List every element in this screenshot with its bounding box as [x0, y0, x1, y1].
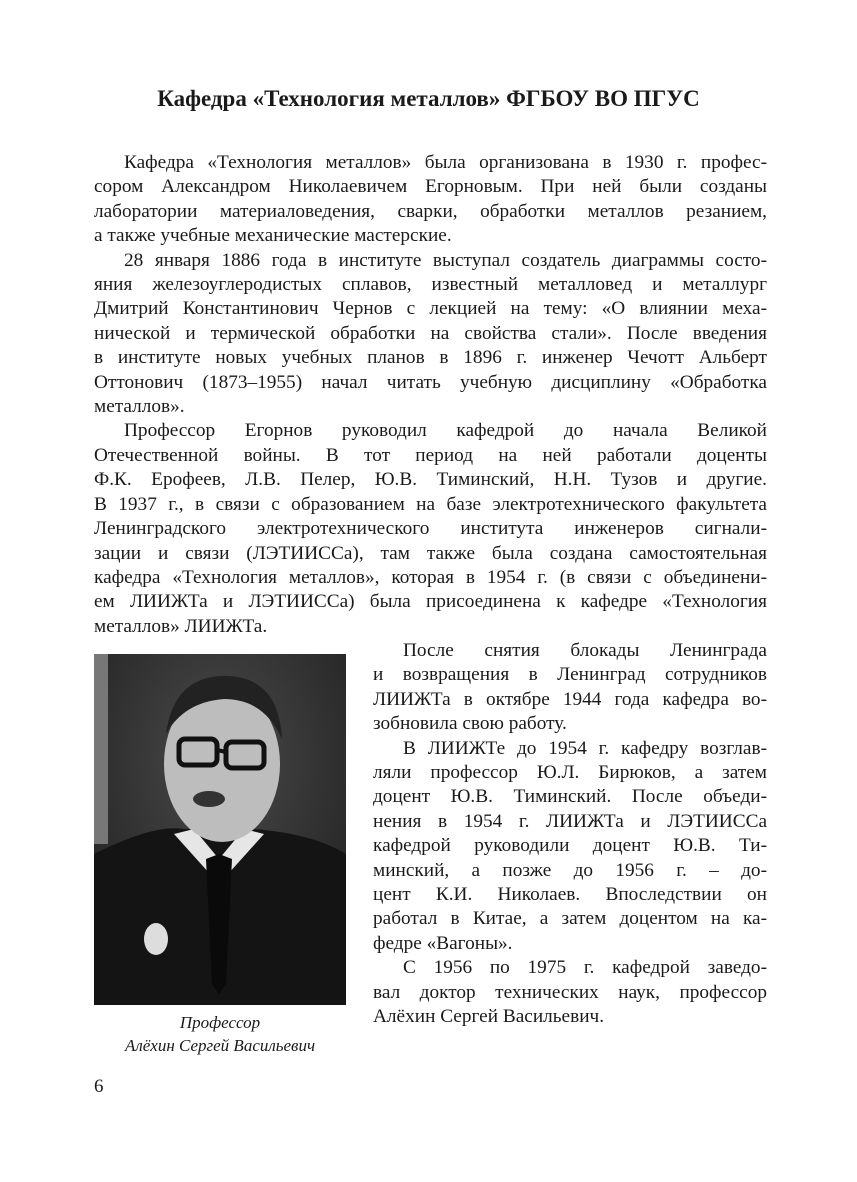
text-line: лаборатории материаловедения, сварки, обработки металлов резанием, — [94, 200, 767, 222]
text-line: нения в 1954 г. ЛИИЖТа и ЛЭТИИССа — [373, 810, 767, 832]
text-line: Дмитрий Константинович Чернов с лекцией на тему: «О влиянии меха- — [94, 298, 767, 320]
text-line: металлов» ЛИИЖТа. — [94, 615, 268, 637]
text-line: нической и термической обработки на свойства стали». После введения — [94, 322, 767, 344]
text-line: вал доктор технических наук, профессор — [373, 981, 767, 1003]
caption-line-1: Профессор — [179, 1013, 261, 1032]
text-line: и возвращения в Ленинград сотрудников — [373, 664, 767, 686]
main-text — [94, 151, 767, 639]
page-title: Кафедра «Технология металлов» ФГБОУ ВО ПГУС — [157, 86, 700, 111]
text-line: зации и связи (ЛЭТИИССа), там также была создана самостоятельная — [94, 542, 767, 564]
paragraph — [373, 639, 767, 737]
text-line: Кафедра «Технология металлов» была организована в 1930 г. профес- — [124, 152, 767, 173]
text-line: доцент Ю.В. Тиминский. После объеди- — [373, 786, 767, 808]
text-line: Ф.К. Ерофеев, Л.В. Пелер, Ю.В. Тиминский, Н.Н. Тузов и другие. — [94, 469, 767, 491]
text-line: в институте новых учебных планов в 1896 г. инженер Чечотт Альберт — [94, 347, 767, 369]
text-line: Алёхин Сергей Васильевич. — [373, 1006, 605, 1028]
text-line: 28 января 1886 года в институте выступал создатель диаграммы состо- — [124, 249, 767, 271]
text-line: федре «Вагоны». — [373, 932, 513, 954]
text-line: кафедра «Технология металлов», которая в 1954 г. (в связи с объединени- — [94, 566, 767, 588]
text-line: цент К.И. Николаев. Впоследствии он — [373, 884, 767, 906]
text-line: металлов». — [94, 396, 185, 418]
text-line: Профессор Егорнов руководил кафедрой до начала Великой — [124, 420, 767, 442]
text-line: ляли профессор Ю.Л. Бирюков, а затем — [373, 762, 767, 784]
text-line: Отечественной войны. В тот период на ней работали доценты — [94, 444, 767, 466]
paragraph — [94, 151, 767, 249]
paragraph — [94, 419, 767, 639]
text-line: минский, а позже до 1956 г. – до- — [373, 859, 767, 881]
text-line: сором Александром Николаевичем Егорновым. При ней были созданы — [94, 176, 767, 198]
text-line: В 1937 г., в связи с образованием на базе электротехнического факультета — [94, 493, 767, 515]
page-number: 6 — [94, 1076, 104, 1097]
text-line: После снятия блокады Ленинграда — [403, 640, 767, 661]
text-line: С 1956 по 1975 г. кафедрой заведо- — [403, 957, 767, 979]
photo-caption — [94, 1011, 346, 1057]
text-line: ЛИИЖТа в октябре 1944 года кафедра во- — [373, 688, 767, 710]
text-line: работал в Китае, а затем доцентом на ка- — [373, 908, 767, 930]
text-line: кафедрой руководили доцент Ю.В. Ти- — [373, 835, 767, 857]
text-line: Оттонович (1873–1955) начал читать учебную дисциплину «Обработка — [94, 371, 767, 393]
text-line: зобновила свою работу. — [373, 713, 567, 735]
paragraph — [94, 249, 767, 420]
text-line: ем ЛИИЖТа и ЛЭТИИССа) была присоединена к кафедре «Технология — [94, 591, 767, 613]
paragraph — [373, 956, 767, 1029]
portrait-photo — [94, 654, 346, 1005]
text-line: Ленинградского электротехнического института инженеров сигнали- — [94, 518, 767, 540]
right-column-text — [373, 639, 767, 1030]
text-line: а также учебные механические мастерские. — [94, 225, 452, 247]
text-line: В ЛИИЖТе до 1954 г. кафедру возглав- — [403, 737, 767, 759]
text-line: яния железоуглеродистых сплавов, известный металловед и металлург — [94, 274, 767, 296]
caption-line-2: Алёхин Сергей Васильевич — [124, 1036, 316, 1055]
paragraph — [373, 737, 767, 957]
